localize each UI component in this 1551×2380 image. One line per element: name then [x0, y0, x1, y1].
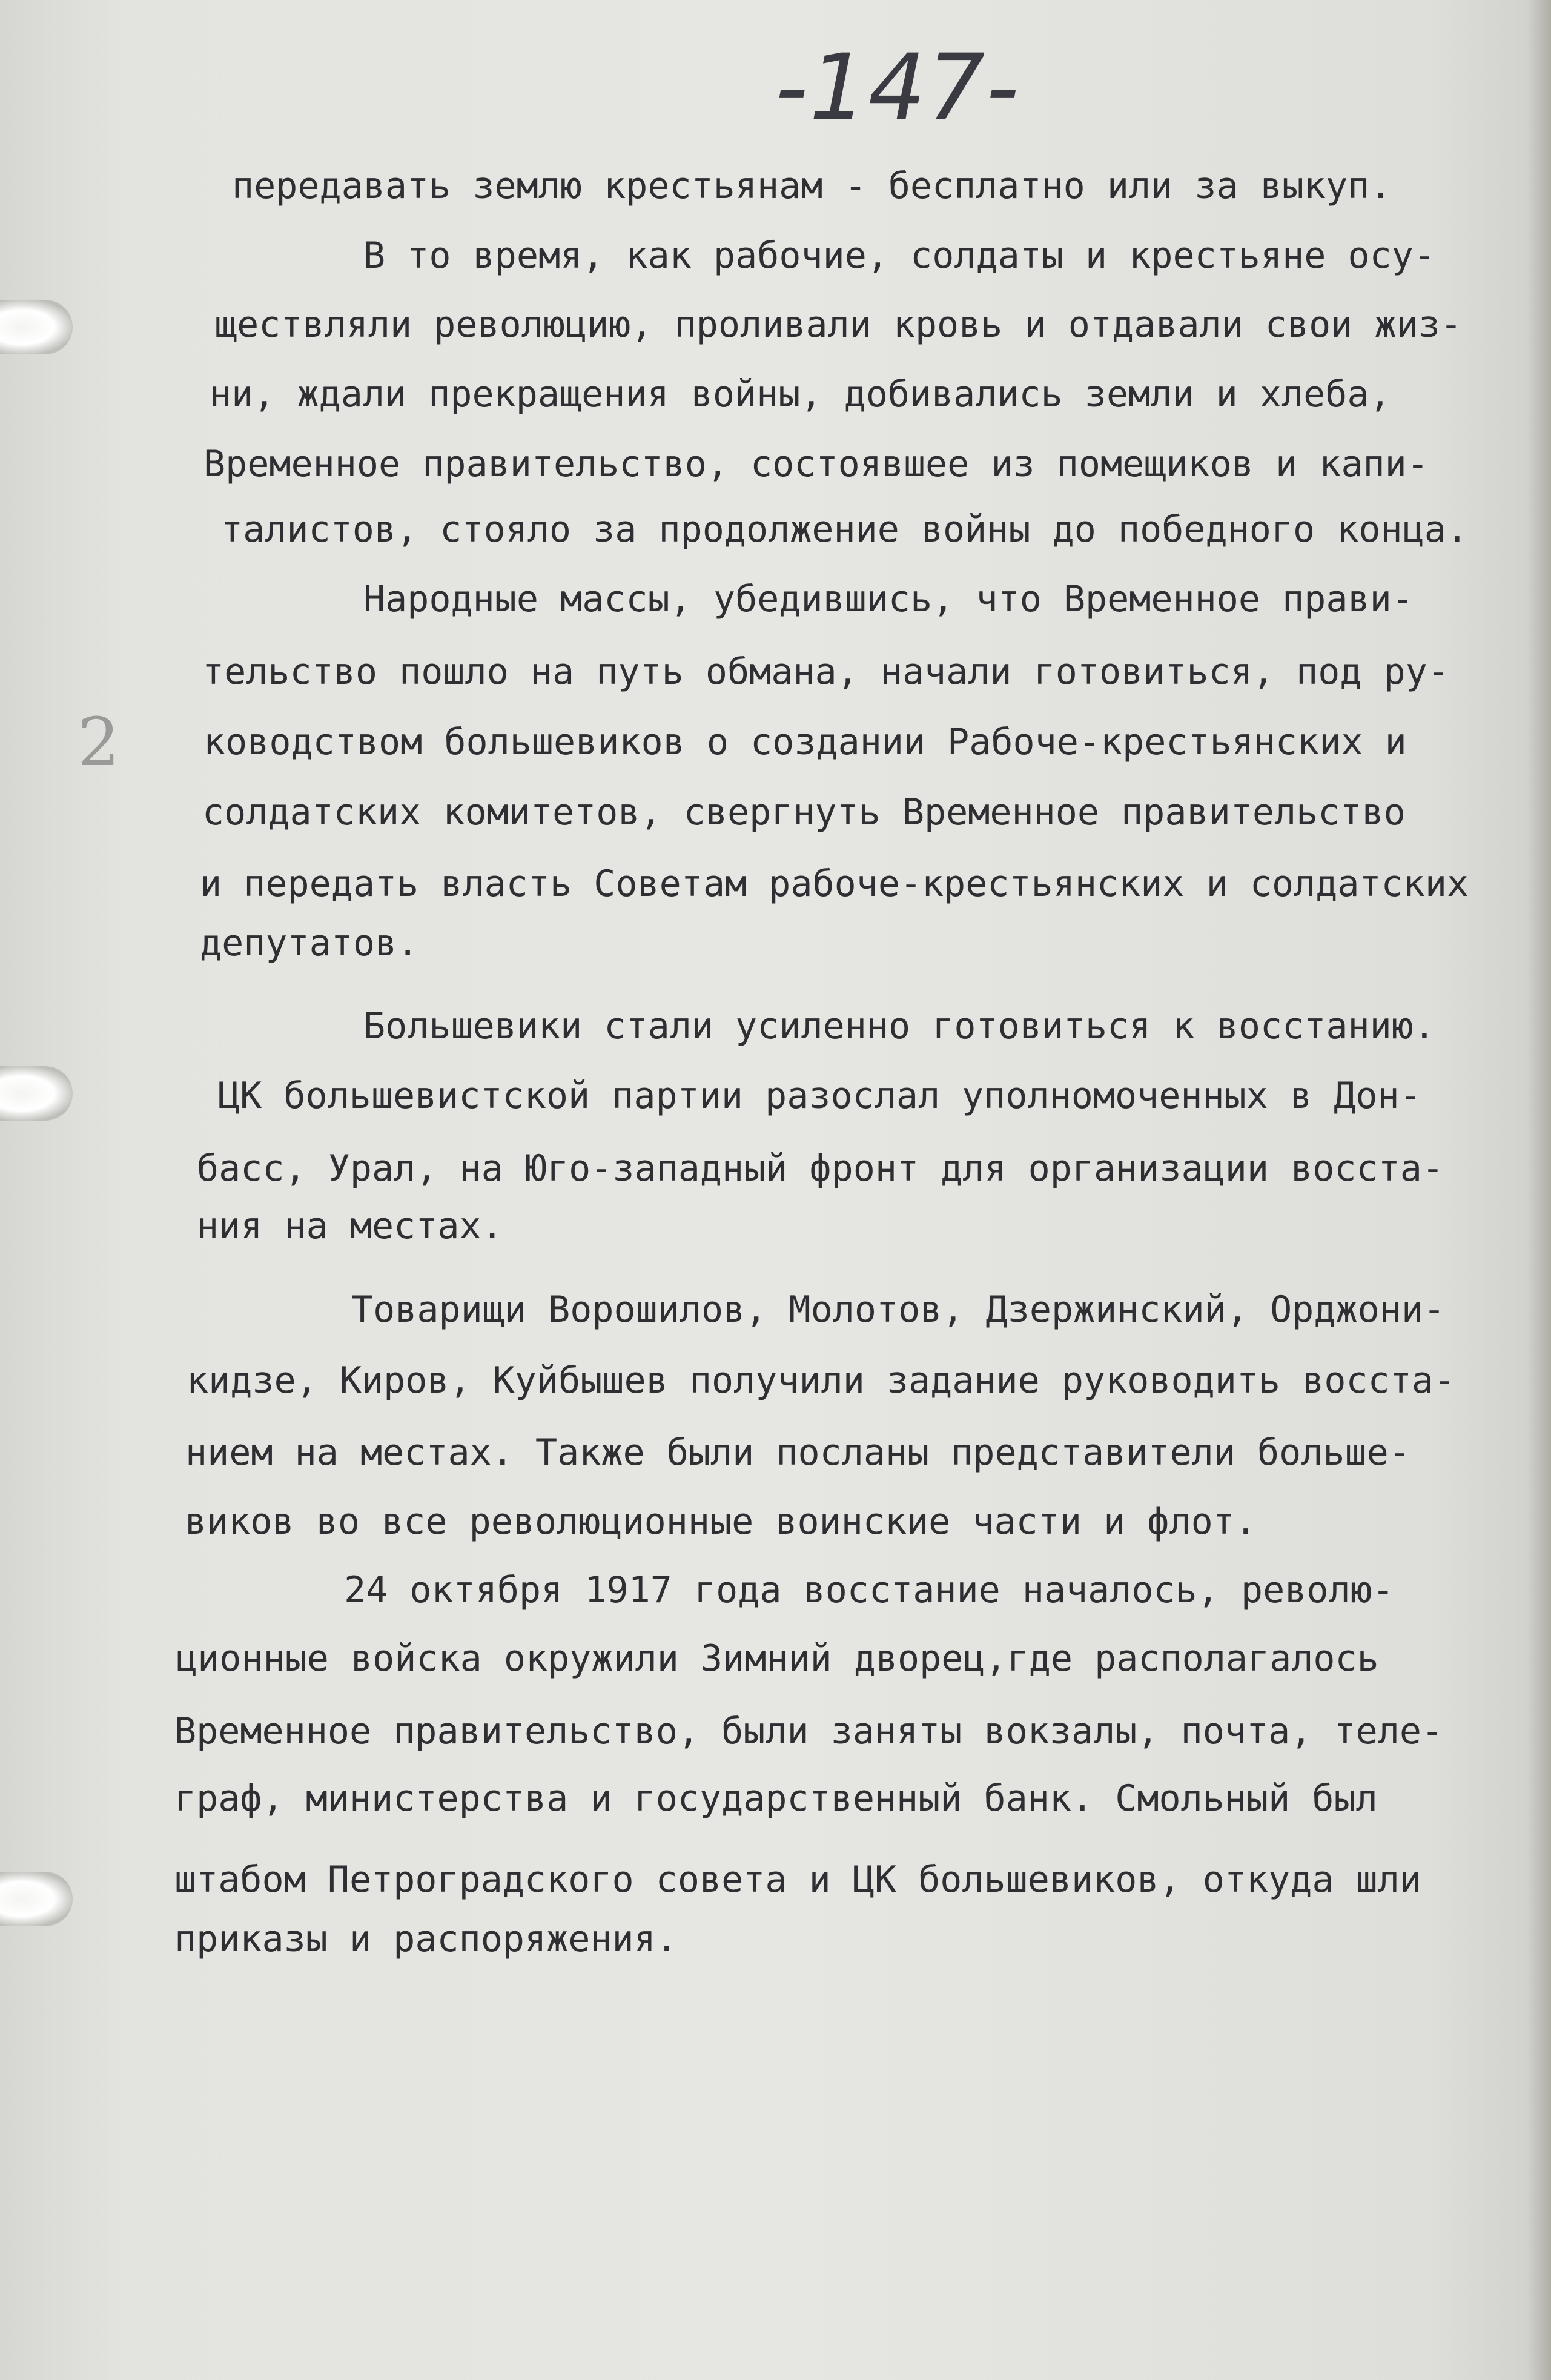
- text-line: ководством большевиков о создании Рабоче-крестьянских и: [203, 721, 1407, 763]
- page-number: -147-: [775, 35, 1020, 141]
- text-line: ни, ждали прекращения войны, добивались земли и хлеба,: [210, 373, 1391, 416]
- text-line: Временное правительство, состоявшее из помещиков и капи-: [203, 443, 1429, 485]
- text-line: ния на местах.: [197, 1205, 503, 1247]
- text-line: басс, Урал, на Юго-западный фронт для организации восста-: [197, 1147, 1444, 1190]
- punch-hole: [0, 1066, 73, 1121]
- text-line: Большевики стали усиленно готовиться к восстанию.: [363, 1005, 1436, 1047]
- punch-hole: [0, 1872, 73, 1926]
- text-line: талистов, стояло за продолжение войны до победного конца.: [221, 508, 1469, 551]
- text-line: Временное правительство, были заняты вокзалы, почта, теле-: [174, 1710, 1444, 1752]
- text-line: нием на местах. Также были посланы представители больше-: [185, 1431, 1410, 1474]
- margin-note: 2: [78, 703, 120, 781]
- text-line: ЦК большевистской партии разослал уполномоченных в Дон-: [218, 1075, 1421, 1117]
- text-line: граф, министерства и государственный банк. Смольный был: [174, 1777, 1378, 1820]
- text-line: тельство пошло на путь обмана, начали готовиться, под ру-: [202, 651, 1450, 693]
- text-line: Народные массы, убедившись, что Временное прави-: [363, 578, 1414, 620]
- text-line: ционные войска окружили Зимний дворец,где располагалось: [176, 1637, 1379, 1680]
- text-line: штабом Петроградского совета и ЦК большевиков, откуда шли: [174, 1858, 1422, 1901]
- text-line: депутатов.: [200, 922, 419, 964]
- text-line: В то время, как рабочие, солдаты и крестьяне осу-: [363, 234, 1436, 277]
- text-line: солдатских комитетов, свергнуть Временное правительство: [202, 791, 1406, 834]
- text-line: Товарищи Ворошилов, Молотов, Дзержинский, Орджони-: [351, 1288, 1446, 1331]
- text-line: кидзе, Киров, Куйбышев получили задание руководить восста-: [187, 1359, 1456, 1402]
- text-line: 24 октября 1917 года восстание началось, револю-: [344, 1569, 1394, 1611]
- text-line: и передать власть Советам рабоче-крестьянских и солдатских: [200, 863, 1469, 905]
- text-line: передавать землю крестьянам - бесплатно или за выкуп.: [232, 165, 1392, 207]
- text-line: приказы и распоряжения.: [174, 1918, 678, 1960]
- text-line: виков во все революционные воинские части и флот.: [185, 1500, 1257, 1543]
- text-line: ществляли революцию, проливали кровь и отдавали свои жиз-: [215, 303, 1463, 346]
- punch-hole: [0, 300, 73, 354]
